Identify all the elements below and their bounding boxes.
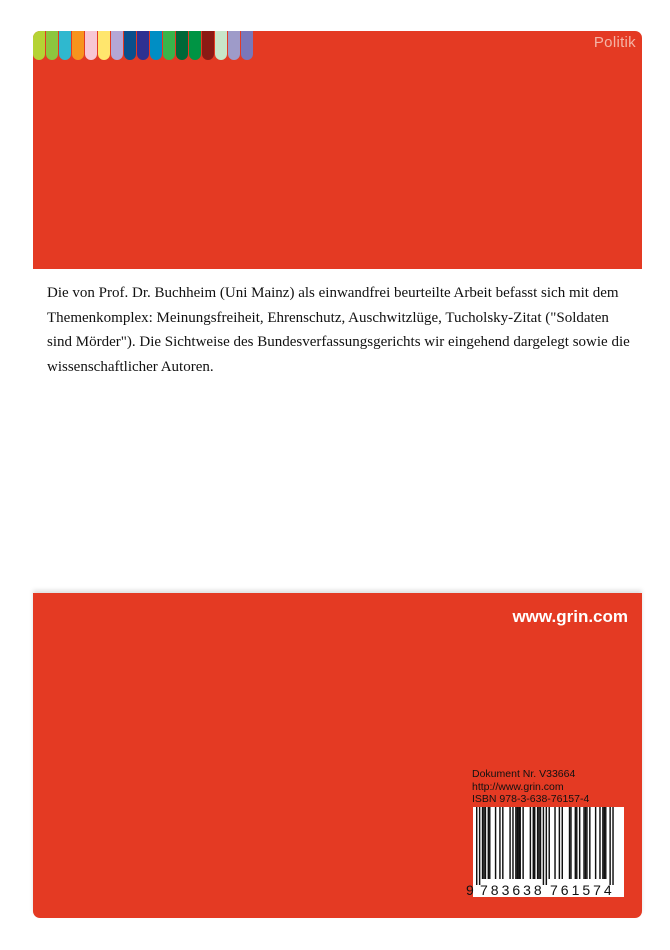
color-tab (150, 31, 162, 60)
color-tab (202, 31, 214, 60)
color-tab (176, 31, 188, 60)
barcode-bar (515, 807, 516, 879)
barcode-bar (520, 807, 521, 879)
color-tab (46, 31, 58, 60)
barcode-bar (605, 807, 606, 879)
barcode-bar (518, 807, 519, 879)
category-label: Politik (593, 34, 636, 51)
barcode-bar (569, 807, 570, 879)
color-tab (59, 31, 71, 60)
isbn-barcode (464, 807, 624, 897)
barcode-bar (495, 807, 496, 879)
barcode-bar (612, 807, 613, 885)
barcode-bar (576, 807, 577, 879)
barcode-bar (602, 807, 603, 879)
cover-top-panel (33, 31, 642, 269)
barcode-bar (599, 807, 600, 879)
document-info (472, 768, 589, 806)
barcode-bar (546, 807, 547, 885)
barcode-bar (570, 807, 571, 879)
color-tab (98, 31, 110, 60)
barcode-bar (589, 807, 590, 879)
barcode-digit-first: 9 (466, 882, 474, 897)
barcode-bar (485, 807, 486, 879)
color-strip (33, 31, 254, 60)
barcode-bar (530, 807, 531, 879)
barcode-bar (517, 807, 518, 879)
color-tab (124, 31, 136, 60)
barcode-bar (609, 807, 610, 885)
color-tab (228, 31, 240, 60)
barcode-bar (534, 807, 535, 879)
barcode-bar (488, 807, 489, 879)
barcode-bar (499, 807, 500, 879)
barcode-bar (585, 807, 586, 879)
barcode-bar (583, 807, 584, 879)
barcode-bar (538, 807, 539, 879)
document-number: Dokument Nr. V33664 (472, 768, 576, 780)
color-tab (33, 31, 45, 60)
barcode-bar (559, 807, 560, 879)
isbn: ISBN 978-3-638-76157-4 (472, 793, 590, 805)
cover-bottom-panel (33, 593, 642, 918)
barcode-digits-left: 783638 (480, 882, 545, 897)
barcode-bar (509, 807, 510, 879)
color-tab (215, 31, 227, 60)
barcode-bar (522, 807, 523, 879)
color-tab (72, 31, 84, 60)
barcode-digits-right: 761574 (550, 882, 615, 897)
publisher-website[interactable]: www.grin.com (512, 607, 628, 626)
book-blurb: Die von Prof. Dr. Buchheim (Uni Mainz) als einwandfrei beurteilte Arbeit befasst sich mit dem Themenkomplex: Meinungsfreiheit, Ehrenschutz, Auschwitzlüge, Tucholsky-Zitat ("Soldaten sind Mörder"). Die Sichtweise des Bundesverfassungsgerichts wir eingehend dargelegt sowie die wissenschaftlicher Autoren. (47, 285, 630, 375)
barcode-bar (604, 807, 605, 879)
barcode-bar (543, 807, 544, 885)
barcode-bar (512, 807, 513, 879)
barcode-bar (549, 807, 550, 879)
barcode-bar (554, 807, 555, 879)
barcode-bar (537, 807, 538, 879)
barcode-bar (575, 807, 576, 879)
barcode-bar (540, 807, 541, 879)
barcode-bar (479, 807, 480, 885)
color-tab (163, 31, 175, 60)
barcode-bar (586, 807, 587, 879)
color-tab (137, 31, 149, 60)
color-tab (85, 31, 97, 60)
color-tab (189, 31, 201, 60)
barcode-bar (579, 807, 580, 879)
color-tab (111, 31, 123, 60)
barcode-bar (482, 807, 483, 879)
barcode-bar (502, 807, 503, 879)
barcode-bar (483, 807, 484, 879)
barcode-bar (562, 807, 563, 879)
barcode-bar (476, 807, 477, 885)
document-url[interactable]: http://www.grin.com (472, 780, 564, 793)
barcode-bar (533, 807, 534, 879)
color-tab (241, 31, 253, 60)
barcode-bar (595, 807, 596, 879)
barcode-bar (489, 807, 490, 879)
